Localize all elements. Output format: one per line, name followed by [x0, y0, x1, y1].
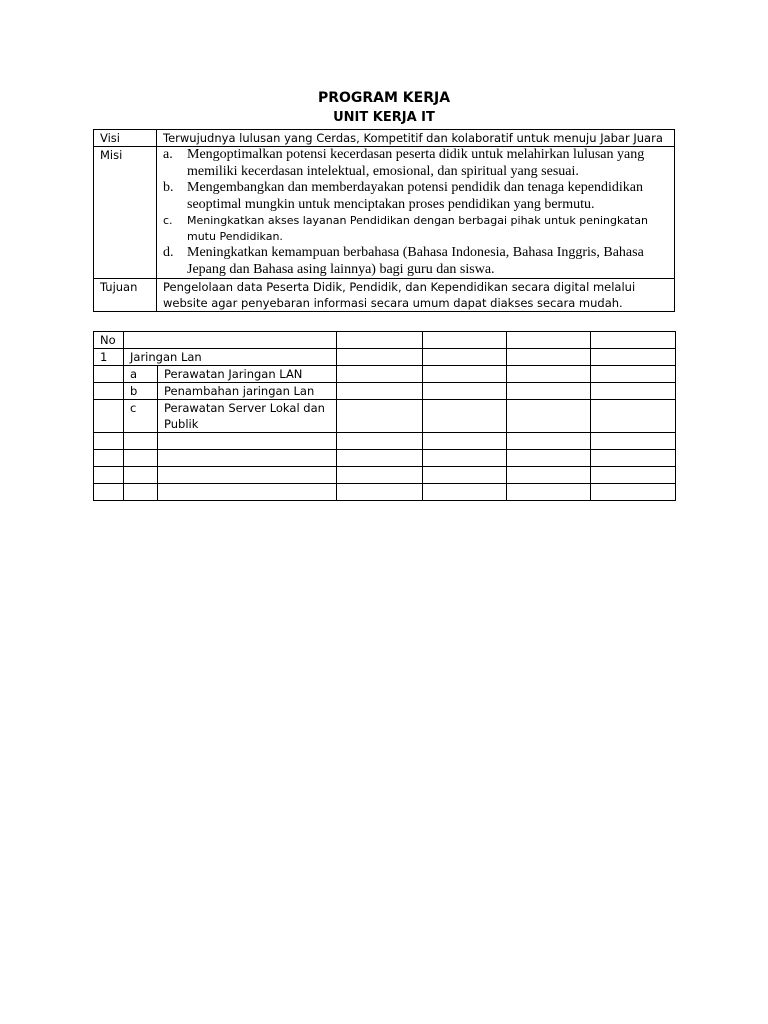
table-cell — [423, 400, 507, 433]
group-no: 1 — [94, 349, 124, 366]
table-cell — [423, 383, 507, 400]
item-letter: c — [124, 400, 158, 433]
group-name: Jaringan Lan — [124, 349, 337, 366]
header-no: No — [94, 332, 124, 349]
tujuan-row — [94, 279, 675, 312]
table-cell — [507, 366, 591, 383]
header-cell — [337, 332, 423, 349]
table-cell — [507, 383, 591, 400]
item-text: Perawatan Jaringan LAN — [158, 366, 337, 383]
table-cell — [591, 383, 676, 400]
empty-row — [94, 467, 676, 484]
vision-mission-table — [93, 129, 675, 312]
misi-item — [163, 245, 668, 278]
misi-item-letter: a. — [163, 147, 173, 162]
visi-text: Terwujudnya lulusan yang Cerdas, Kompetitif dan kolaboratif untuk menuju Jabar Juara — [157, 130, 675, 147]
program-header-row — [94, 332, 676, 349]
misi-row — [94, 147, 675, 279]
table-row — [94, 400, 676, 433]
empty-row — [94, 484, 676, 501]
table-cell — [337, 383, 423, 400]
header-cell — [124, 332, 337, 349]
header-cell — [507, 332, 591, 349]
document-subtitle: UNIT KERJA IT — [333, 110, 435, 125]
table-row — [94, 366, 676, 383]
table-cell — [337, 366, 423, 383]
header-cell — [423, 332, 507, 349]
table-cell — [423, 366, 507, 383]
group-row — [94, 349, 676, 366]
document-title: PROGRAM KERJA — [317, 90, 451, 106]
empty-row — [94, 450, 676, 467]
table-row — [94, 383, 676, 400]
misi-content — [157, 147, 675, 279]
misi-label: Misi — [94, 147, 157, 279]
misi-list — [163, 147, 668, 278]
misi-item-text: Meningkatkan akses layanan Pendidikan dengan berbagai pihak untuk peningkatan mutu Pendidikan. — [187, 214, 648, 243]
misi-item-letter: c. — [163, 214, 173, 227]
table-cell — [507, 349, 591, 366]
table-cell — [337, 349, 423, 366]
empty-row — [94, 433, 676, 450]
visi-row — [94, 130, 675, 147]
table-cell — [591, 366, 676, 383]
misi-item — [163, 147, 668, 180]
misi-item-text: Mengoptimalkan potensi kecerdasan peserta didik untuk melahirkan lulusan yang memiliki kecerdasan intelektual, emosional, dan spiritual yang sesuai. — [187, 147, 645, 179]
misi-item-letter: b. — [163, 180, 174, 195]
table-cell — [94, 366, 124, 383]
item-letter: a — [124, 366, 158, 383]
misi-item-text: Mengembangkan dan memberdayakan potensi pendidik dan tenaga kependidikan seoptimal mungkin untuk menciptakan proses pendidikan yang bermutu. — [187, 180, 644, 212]
tujuan-text: Pengelolaan data Peserta Didik, Pendidik, dan Kependidikan secara digital melalui website agar penyebaran informasi secara umum dapat diakses secara mudah. — [157, 279, 675, 312]
misi-item — [163, 180, 668, 213]
table-cell — [591, 400, 676, 433]
table-cell — [94, 383, 124, 400]
visi-label: Visi — [94, 130, 157, 147]
table-cell — [591, 349, 676, 366]
header-cell — [591, 332, 676, 349]
table-cell — [423, 349, 507, 366]
table-cell — [507, 400, 591, 433]
item-text: Perawatan Server Lokal dan Publik — [158, 400, 337, 433]
item-letter: b — [124, 383, 158, 400]
table-cell — [337, 400, 423, 433]
table-cell — [94, 400, 124, 433]
misi-item — [163, 213, 668, 245]
tujuan-label: Tujuan — [94, 279, 157, 312]
program-table — [93, 331, 676, 501]
item-text: Penambahan jaringan Lan — [158, 383, 337, 400]
misi-item-text: Meningkatkan kemampuan berbahasa (Bahasa Indonesia, Bahasa Inggris, Bahasa Jepang dan Bahasa asing lainnya) bagi guru dan siswa. — [187, 245, 644, 277]
misi-item-letter: d. — [163, 245, 174, 260]
